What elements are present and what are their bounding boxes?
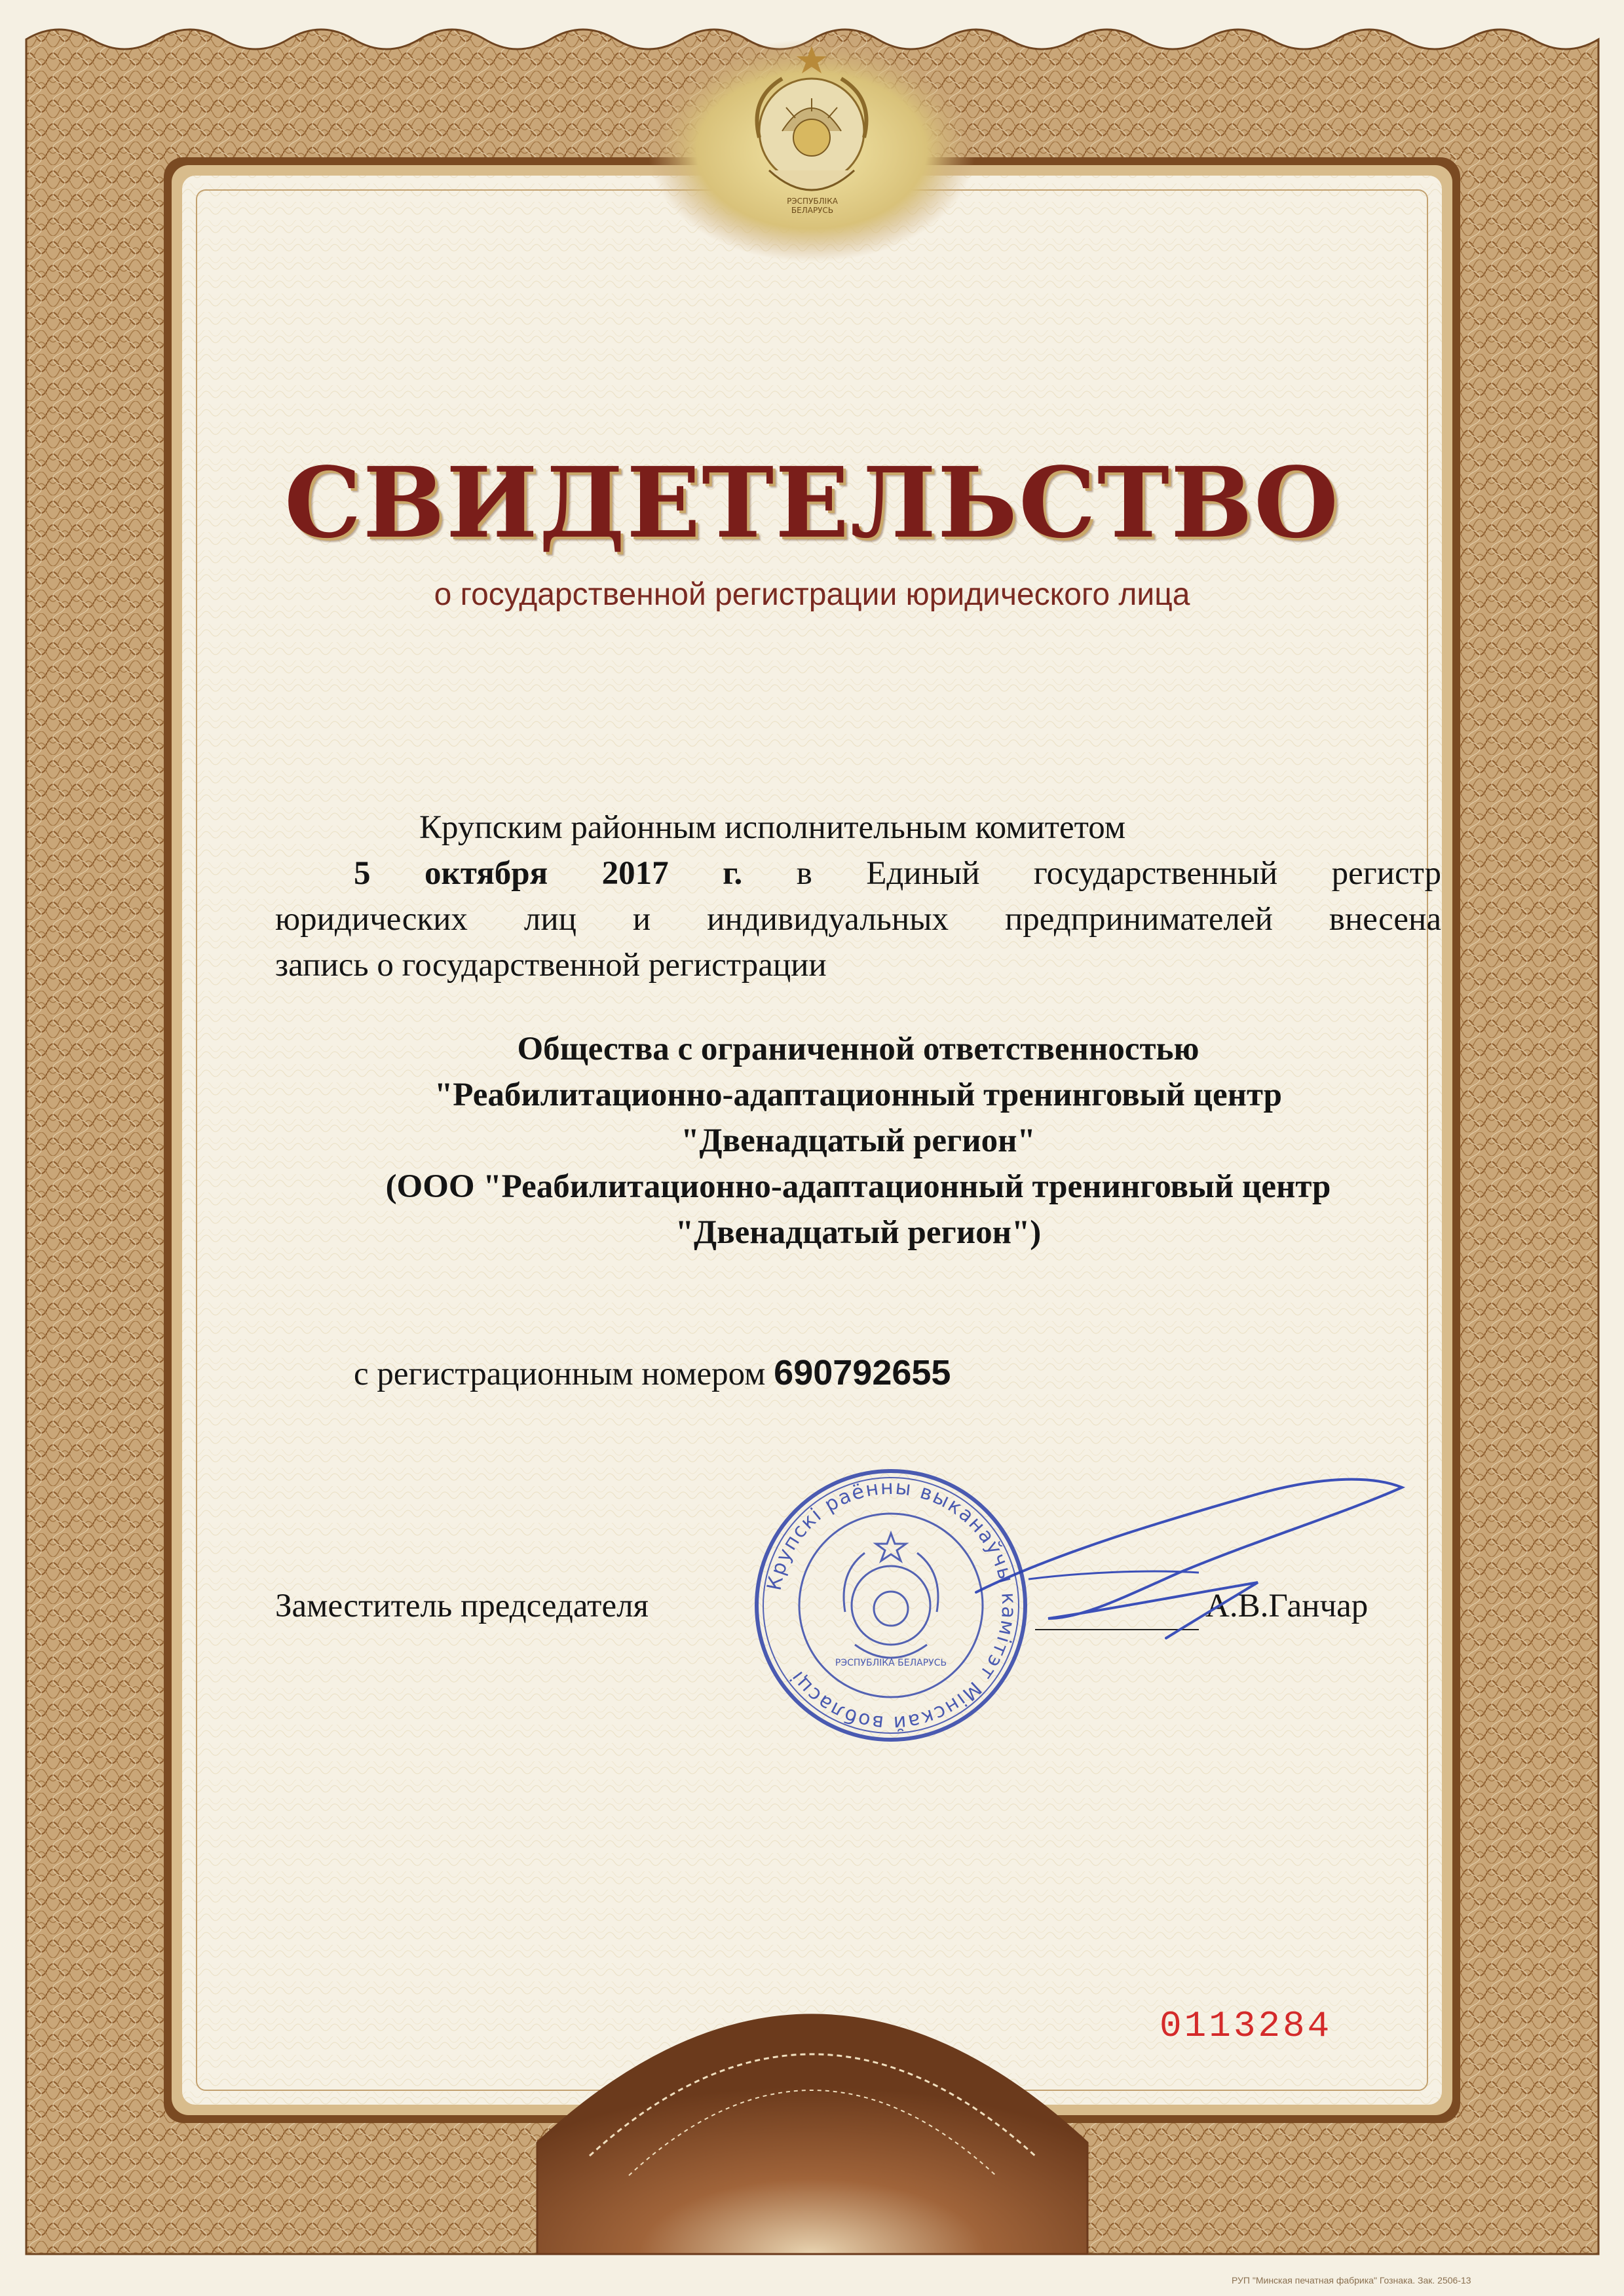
registration-number-label: с регистрационным номером [354,1356,766,1392]
stamp-ring-text: Крупскі раённы выканаўчы камітэт Мінскай вобласці [763,1476,1021,1735]
registration-number-line [354,1350,951,1397]
signatory-name: А.В.Ганчар [1205,1588,1369,1624]
issuer-line: Крупским районным исполнительным комитетом [419,809,1126,846]
printer-note: РУП "Минская печатная фабрика" Гознака. Зак. 2506-13 [1232,2275,1471,2286]
registration-date: 5 октября 2017 г. [354,855,743,892]
certificate-subtitle: о государственной регистрации юридического лица [434,577,1190,612]
entity-line-5: "Двенадцатый регион") [675,1214,1042,1251]
entity-line-2: "Реабилитационно-адаптационный тренинговый центр [434,1077,1283,1113]
emblem-ribbon-text: РЭСПУБЛІКА БЕЛАРУСЬ [787,197,838,215]
official-stamp [747,1461,1035,1750]
signatory-position: Заместитель председателя [275,1588,649,1624]
register-line: юридических лиц и индивидуальных предпринимателей внесена [275,901,1441,938]
date-line [354,851,1441,896]
stamp-inner-text: РЭСПУБЛІКА БЕЛАРУСЬ [835,1658,947,1668]
date-line-rest: в Единый государственный регистр [796,855,1441,892]
entity-line-4: (ООО "Реабилитационно-адаптационный тренинговый центр [385,1168,1331,1205]
entity-line-1: Общества с ограниченной ответственностью [517,1031,1199,1067]
registration-number: 690792655 [774,1353,951,1392]
record-line: запись о государственной регистрации [275,947,827,984]
entity-line-3: "Двенадцатый регион" [681,1122,1036,1159]
svg-text:Крупскі раённы выканаўчы каміт [763,1476,1020,1734]
serial-number: 0113284 [1160,2005,1332,2047]
certificate-title: СВИДЕТЕЛЬСТВО [284,446,1340,560]
